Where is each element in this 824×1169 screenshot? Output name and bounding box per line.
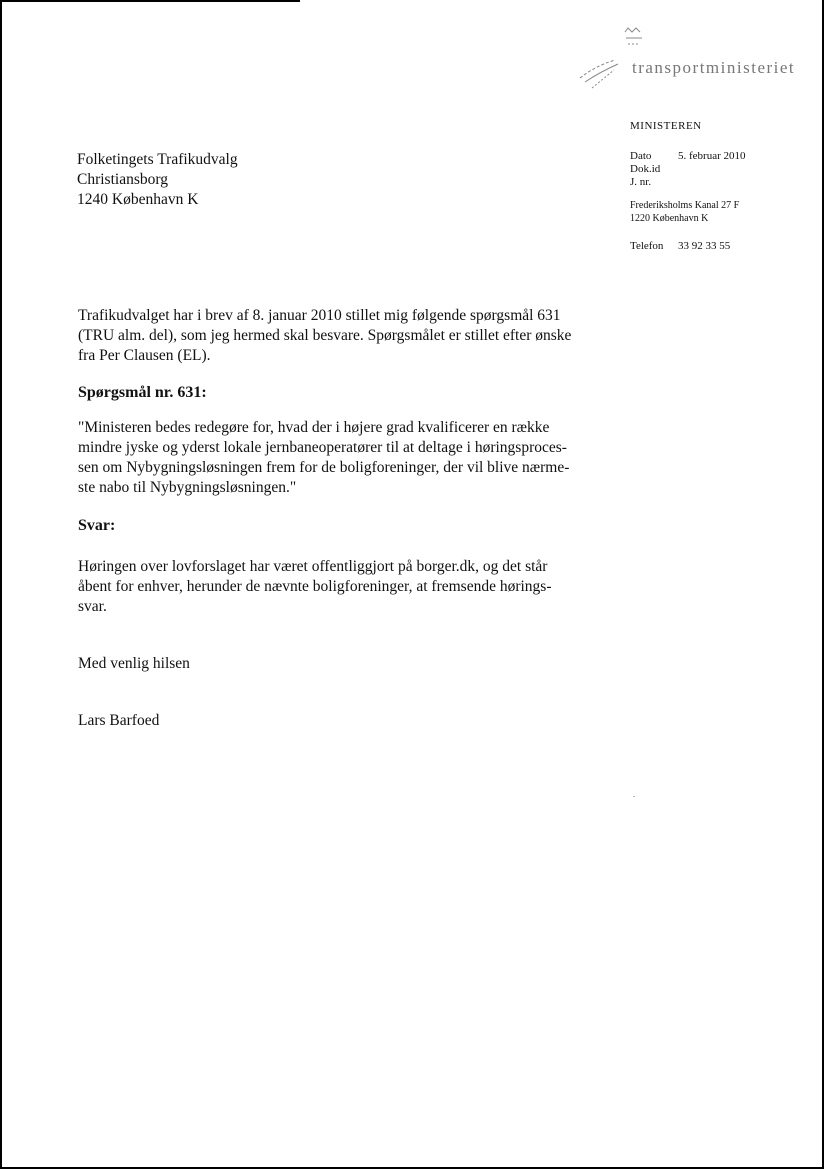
paragraph-line: sen om Nybygningsløsningen frem for de boligforeninger, der vil blive nærme-	[78, 459, 570, 476]
date-row	[630, 150, 746, 162]
jnr-label: J. nr.	[630, 176, 652, 188]
recipient-line: Folketingets Trafikudvalg	[77, 151, 238, 168]
scan-speck	[633, 796, 635, 797]
answer-heading: Svar:	[78, 517, 116, 534]
paragraph-line: mindre jyske og yderst lokale jernbaneoperatører til at deltage i høringsproces-	[78, 439, 567, 456]
paragraph-line: ste nabo til Nybygningsløsningen."	[78, 479, 297, 496]
answer-paragraph	[78, 557, 588, 617]
intro-paragraph	[78, 306, 588, 366]
paragraph-line: "Ministeren bedes redegøre for, hvad der i højere grad kvalificerer en række	[78, 419, 550, 436]
top-edge-line	[0, 0, 300, 2]
sender-heading: MINISTEREN	[630, 120, 702, 132]
phone-label: Telefon	[630, 240, 664, 252]
paragraph-line: åbent for enhver, herunder de nævnte boligforeninger, at fremsende hørings-	[78, 578, 552, 595]
question-paragraph	[78, 418, 588, 498]
closing-greeting: Med venlig hilsen	[78, 655, 190, 672]
phone-value: 33 92 33 55	[678, 240, 731, 252]
dokid-row	[630, 163, 660, 175]
recipient-line: Christiansborg	[77, 171, 168, 188]
date-label: Dato	[630, 150, 652, 162]
address-line2: 1220 København K	[630, 213, 709, 224]
ministry-logo	[570, 18, 800, 98]
question-heading: Spørgsmål nr. 631:	[78, 384, 207, 401]
signature-name: Lars Barfoed	[78, 712, 160, 729]
phone-row	[630, 240, 730, 252]
logo-text: transportministeriet	[632, 58, 796, 77]
address-line1: Frederiksholms Kanal 27 F	[630, 200, 740, 211]
recipient-address	[77, 150, 238, 210]
paragraph-line: Høringen over lovforslaget har været offentliggjort på borger.dk, og det står	[78, 558, 548, 575]
recipient-line: 1240 København K	[77, 191, 199, 208]
jnr-row	[630, 176, 651, 188]
paragraph-line: fra Per Clausen (EL).	[78, 347, 211, 364]
paragraph-line: (TRU alm. del), som jeg hermed skal besvare. Spørgsmålet er stillet efter ønske	[78, 327, 572, 344]
paragraph-line: Trafikudvalget har i brev af 8. januar 2010 stillet mig følgende spørgsmål 631	[78, 307, 561, 324]
date-value: 5. februar 2010	[678, 150, 746, 162]
dokid-label: Dok.id	[630, 163, 661, 175]
crown-emblem-icon	[570, 18, 650, 93]
paragraph-line: svar.	[78, 598, 107, 615]
